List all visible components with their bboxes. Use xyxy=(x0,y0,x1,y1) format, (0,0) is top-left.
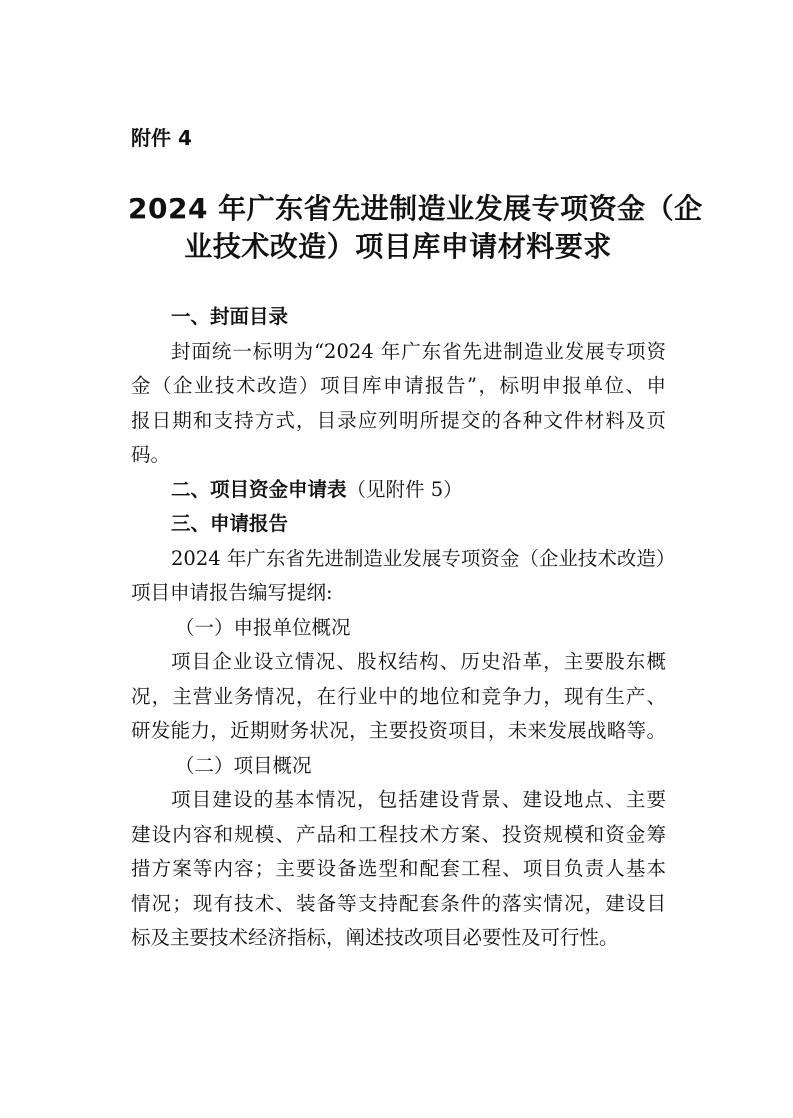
paragraph-line: 项目企业设立情况、股权结构、历史沿革，主要股东概 xyxy=(171,650,666,673)
attachment-label: 附件 4 xyxy=(131,126,192,150)
subsection-heading-project-overview: （二）项目概况 xyxy=(175,753,312,777)
title-line-1: 2024 年广东省先进制造业发展专项资金（企 xyxy=(128,192,703,225)
paragraph-line: 2024 年广东省先进制造业发展专项资金（企业技术改造） xyxy=(171,546,676,570)
paragraph-line: 报日期和支持方式，目录应列明所提交的各种文件材料及页 xyxy=(131,408,666,432)
document-body xyxy=(131,300,676,956)
paragraph-line: 金（企业技术改造）项目库申请报告”，标明申报单位、申 xyxy=(131,374,666,397)
paragraph-line: 研发能力，近期财务状况，主要投资项目，未来发展战略等。 xyxy=(131,719,666,742)
section-heading-note: （见附件 5） xyxy=(346,477,463,501)
paragraph-line: 标及主要技术经济指标，阐述技改项目必要性及可行性。 xyxy=(131,926,619,949)
title-line-2: 业技术改造）项目库申请材料要求 xyxy=(184,230,612,263)
subsection-heading-unit-overview: （一）申报单位概况 xyxy=(175,615,351,639)
paragraph-line: 措方案等内容；主要设备选型和配套工程、项目负责人基本 xyxy=(131,857,666,880)
section-heading-cover: 一、封面目录 xyxy=(171,305,289,328)
paragraph-line: 项目申请报告编写提纲: xyxy=(131,581,333,604)
section-heading-text: 二、项目资金申请表 xyxy=(171,477,347,501)
section-heading-report: 三、申请报告 xyxy=(171,512,289,535)
section-heading-application-form xyxy=(131,473,666,508)
paragraph-line: 码。 xyxy=(131,443,171,466)
paragraph-line: 情况；现有技术、装备等支持配套条件的落实情况，建设目 xyxy=(131,891,666,915)
paragraph-line: 建设内容和规模、产品和工程技术方案、投资规模和资金筹 xyxy=(131,822,666,846)
paragraph-line: 况，主营业务情况，在行业中的地位和竞争力，现有生产、 xyxy=(131,684,666,708)
paragraph-line: 项目建设的基本情况，包括建设背景、建设地点、主要 xyxy=(171,788,666,811)
document-title xyxy=(128,190,703,266)
paragraph-line: 封面统一标明为“2024 年广东省先进制造业发展专项资 xyxy=(171,339,666,363)
